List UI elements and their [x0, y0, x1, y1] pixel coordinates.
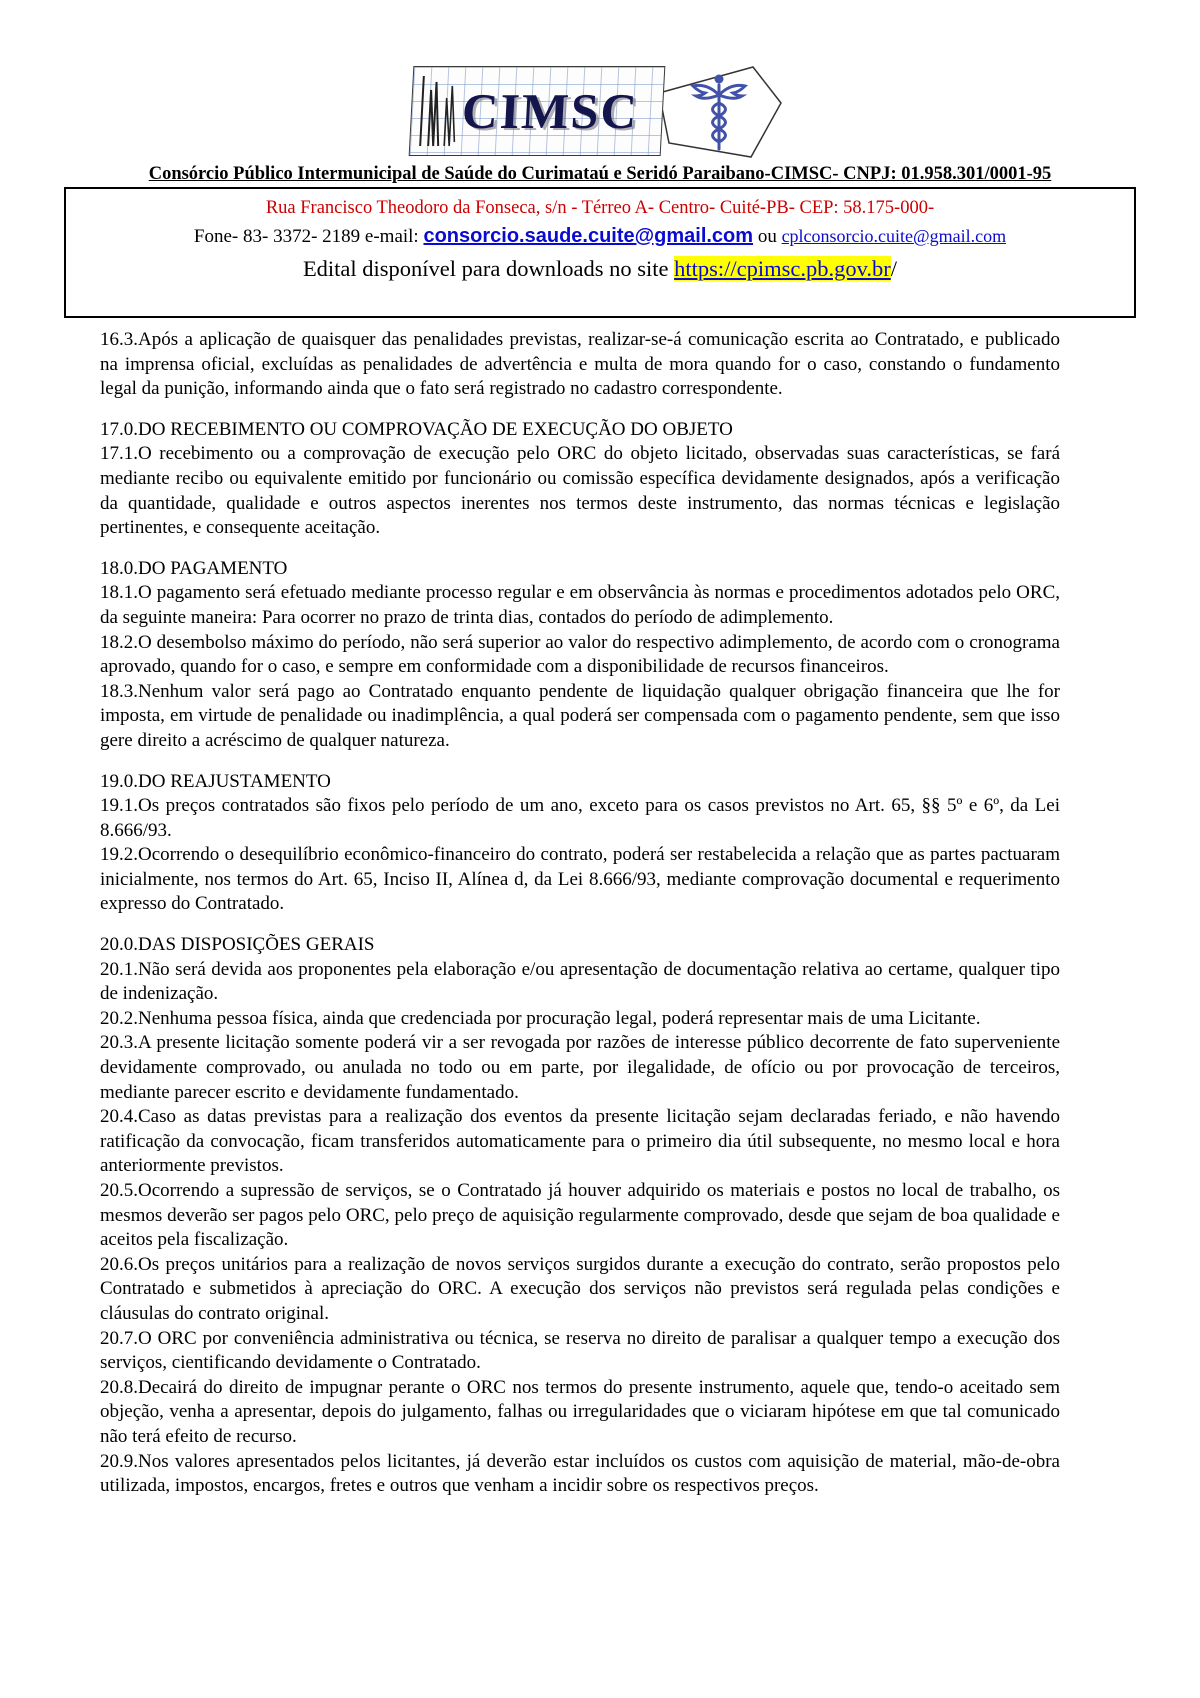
body-paragraph: 16.3.Após a aplicação de quaisquer das penalidades previstas, realizar-se-á comunicação escrita ao Contratado, e publicado na imprensa oficial, excluídas as penalidades de advertência e multa de mora quando for o caso, constando o fundamento legal da punição, informando ainda que o fato será registrado no cadastro correspondente. — [100, 329, 1060, 400]
logo-grid-panel — [409, 66, 666, 156]
contact-box — [64, 187, 1136, 318]
ou-text: ou — [753, 226, 782, 247]
email-secondary-link[interactable]: cplconsorcio.cuite@gmail.com — [781, 226, 1007, 246]
body-paragraph: 20.2.Nenhuma pessoa física, ainda que credenciada por procuração legal, poderá representar mais de uma Licitante. — [100, 1007, 981, 1029]
body-paragraph: 20.9.Nos valores apresentados pelos licitantes, já deverão estar incluídos os custos com aquisição de material, mão-de-obra utilizada, impostos, encargos, fretes e outros que venham a incidir sobre os respectivos preços. — [100, 1450, 1060, 1497]
body-paragraph: 18.2.O desembolso máximo do período, não será superior ao valor do respectivo adimplemento, de acordo com o cronograma aprovado, quando for o caso, e sempre em conformidade com a disponibilidade de recursos financeiros. — [100, 631, 1060, 678]
body-paragraph: 20.6.Os preços unitários para a realização de novos serviços surgidos durante a execução do contrato, serão propostos pelo Contratado e submetidos à apreciação do ORC. A execução dos serviços não previstos será regulada pelas condições e cláusulas do contrato original. — [100, 1253, 1060, 1324]
body-paragraph: 17.1.O recebimento ou a comprovação de execução pelo ORC do objeto licitado, observadas suas características, se fará mediante recibo ou equivalente emitido por funcionário ou comissão específica devidamente designados, após a verificação da quantidade, qualidade e outros aspectos inerentes nos termos deste instrumento, das normas técnicas e legislação pertinentes, e consequente aceitação. — [100, 443, 1060, 539]
ekg-lines-icon — [416, 72, 462, 150]
body-paragraph: 20.3.A presente licitação somente poderá vir a ser revogada por razões de interesse público decorrente de fato superveniente devidamente comprovado, ou anulada no todo ou em parte, por ilegalidade, de ofício ou por provocação de terceiros, mediante parecer escrito e devidamente fundamentado. — [100, 1032, 1060, 1103]
body-paragraph: 20.7.O ORC por conveniência administrativa ou técnica, se reserva no direito de paralisar a qualquer tempo a execução dos serviços, cientificando devidamente o Contratado. — [100, 1327, 1060, 1374]
document-body — [0, 318, 1200, 1499]
body-paragraph: 20.8.Decairá do direito de impugnar perante o ORC nos termos do presente instrumento, aquele que, tendo-o aceitado sem objeção, venha a apresentar, depois do julgamento, falhas ou irregularidades que o viciaram hipótese em que tal comunicado não terá efeito de recurso. — [100, 1376, 1060, 1447]
email-primary-link[interactable]: consorcio.saude.cuite@gmail.com — [423, 225, 754, 247]
body-paragraph: 18.3.Nenhum valor será pago ao Contratado enquanto pendente de liquidação qualquer obrigação financeira que lhe for imposta, em virtude de penalidade ou inadimplência, a qual poderá ser compensada com o pagamento pendente, sem que isso gere direito a acréscimo de qualquer natureza. — [100, 680, 1060, 751]
edital-prefix-text: Edital disponível para downloads no site — [302, 256, 675, 281]
section-heading: 17.0.DO RECEBIMENTO OU COMPROVAÇÃO DE EXECUÇÃO DO OBJETO — [100, 418, 733, 440]
address-line: Rua Francisco Theodoro da Fonseca, s/n - Térreo A- Centro- Cuité-PB- CEP: 58.175-000- — [265, 198, 935, 218]
body-paragraph: 19.1.Os preços contratados são fixos pelo período de um ano, exceto para os casos previstos no Art. 65, §§ 5º e 6º, da Lei 8.666/93. — [100, 795, 1060, 841]
section-heading: 19.0.DO REAJUSTAMENTO — [100, 770, 331, 792]
phone-text: Fone- 83- 3372- 2189 e-mail: — [193, 226, 424, 247]
org-title: Consórcio Público Intermunicipal de Saúde do Curimataú e Seridó Paraibano-CIMSC- CNPJ: 01.958.301/0001-95 — [148, 164, 1052, 184]
caduceus-icon — [649, 61, 789, 161]
body-paragraph: 19.2.Ocorrendo o desequilíbrio econômico-financeiro do contrato, poderá ser restabelecida a relação que as partes pactuaram inicialmente, nos termos do Art. 65, Inciso II, Alínea d, da Lei 8.666/93, mediante comprovação documental e requerimento expresso do Contratado. — [100, 844, 1060, 915]
body-paragraph: 20.4.Caso as datas previstas para a realização dos eventos da presente licitação sejam declaradas feriado, e não havendo ratificação da convocação, ficam transferidos automaticamente para o primeiro dia útil subsequente, no mesmo local e hora anteriormente previstos. — [100, 1106, 1060, 1177]
logo-text: CIMSC — [460, 83, 641, 139]
edital-url-link[interactable]: https://cpimsc.pb.gov.br — [674, 256, 891, 281]
section-heading: 18.0.DO PAGAMENTO — [100, 557, 288, 579]
body-paragraph: 18.1.O pagamento será efetuado mediante processo regular e em observância às normas e procedimentos adotados pelo ORC, da seguinte maneira: Para ocorrer no prazo de trinta dias, contados do período de adimplemento. — [100, 582, 1060, 628]
body-paragraph: 20.5.Ocorrendo a supressão de serviços, se o Contratado já houver adquirido os materiais e postos no local de trabalho, os mesmos deverão ser pagos pelo ORC, pelo preço de aquisição regularmente comprovado, desde que sejam de boa qualidade e aceitos pela fiscalização. — [100, 1180, 1060, 1251]
edital-suffix-text: / — [890, 256, 898, 281]
phone-email-line — [76, 221, 1124, 252]
cimsc-logo — [390, 62, 810, 160]
body-paragraph: 20.1.Não será devida aos proponentes pela elaboração e/ou apresentação de documentação relativa ao certame, qualquer tipo de indenização. — [100, 958, 1060, 1005]
edital-line — [76, 252, 1124, 286]
document-header — [0, 62, 1200, 318]
section-heading: 20.0.DAS DISPOSIÇÕES GERAIS — [100, 934, 375, 956]
